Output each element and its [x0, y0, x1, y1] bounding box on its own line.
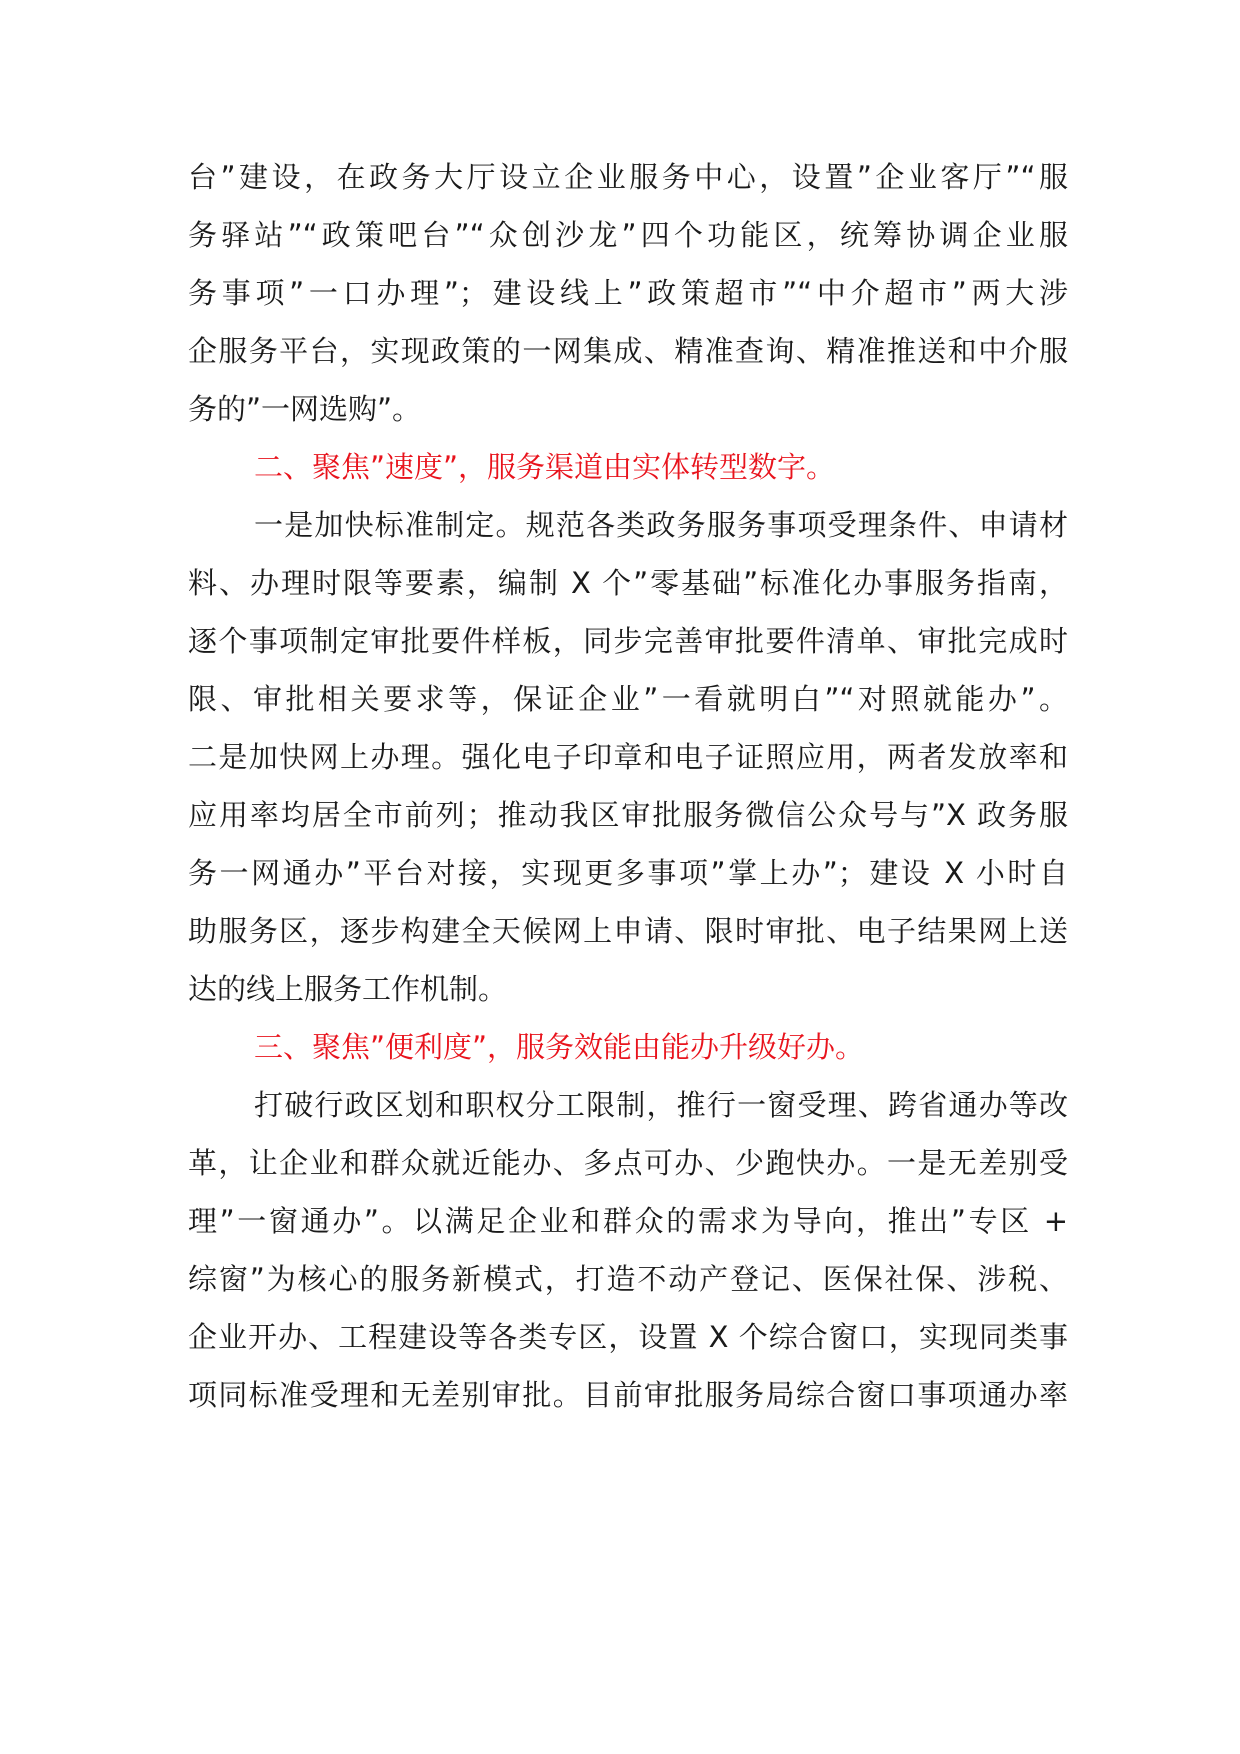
- paragraph-line: 务的”一网选购”。: [188, 392, 422, 426]
- paragraph-line: 逐个事项制定审批要件样板，同步完善审批要件清单、审批完成时: [188, 624, 1068, 658]
- paragraph-line: 务驿站”“政策吧台”“众创沙龙”四个功能区，统筹协调企业服: [188, 218, 1068, 252]
- paragraph-line: 二是加快网上办理。强化电子印章和电子证照应用，两者发放率和: [188, 740, 1068, 774]
- paragraph-line: 项同标准受理和无差别审批。目前审批服务局综合窗口事项通办率: [188, 1378, 1068, 1412]
- paragraph-line: 革，让企业和群众就近能办、多点可办、少跑快办。一是无差别受: [188, 1146, 1068, 1180]
- paragraph-line: 助服务区，逐步构建全天候网上申请、限时审批、电子结果网上送: [188, 914, 1068, 948]
- paragraph-line: 应用率均居全市前列；推动我区审批服务微信公众号与”X 政务服: [188, 798, 1068, 832]
- paragraph-line: 达的线上服务工作机制。: [188, 972, 508, 1006]
- paragraph-line: 务一网通办”平台对接，实现更多事项”掌上办”；建设 X 小时自: [188, 856, 1068, 890]
- section-heading-3: 三、聚焦”便利度”，服务效能由能办升级好办。: [254, 1030, 865, 1064]
- paragraph-line: 限、审批相关要求等，保证企业”一看就明白”“对照就能办”。: [188, 682, 1068, 716]
- paragraph-line: 综窗”为核心的服务新模式，打造不动产登记、医保社保、涉税、: [188, 1262, 1068, 1296]
- paragraph-line: 企服务平台，实现政策的一网集成、精准查询、精准推送和中介服: [188, 334, 1068, 368]
- paragraph-line: 务事项”一口办理”；建设线上”政策超市”“中介超市”两大涉: [188, 276, 1068, 310]
- paragraph-line: 理”一窗通办”。以满足企业和群众的需求为导向，推出”专区 +: [188, 1204, 1068, 1238]
- paragraph-line: 打破行政区划和职权分工限制，推行一窗受理、跨省通办等改: [254, 1088, 1068, 1122]
- paragraph-line: 台”建设，在政务大厅设立企业服务中心，设置”企业客厅”“服: [188, 160, 1068, 194]
- section-heading-2: 二、聚焦”速度”，服务渠道由实体转型数字。: [254, 450, 836, 484]
- paragraph-line: 料、办理时限等要素，编制 X 个”零基础”标准化办事服务指南，: [188, 566, 1068, 600]
- paragraph-line: 企业开办、工程建设等各类专区，设置 X 个综合窗口，实现同类事: [188, 1320, 1068, 1354]
- paragraph-line: 一是加快标准制定。规范各类政务服务事项受理条件、申请材: [254, 508, 1068, 542]
